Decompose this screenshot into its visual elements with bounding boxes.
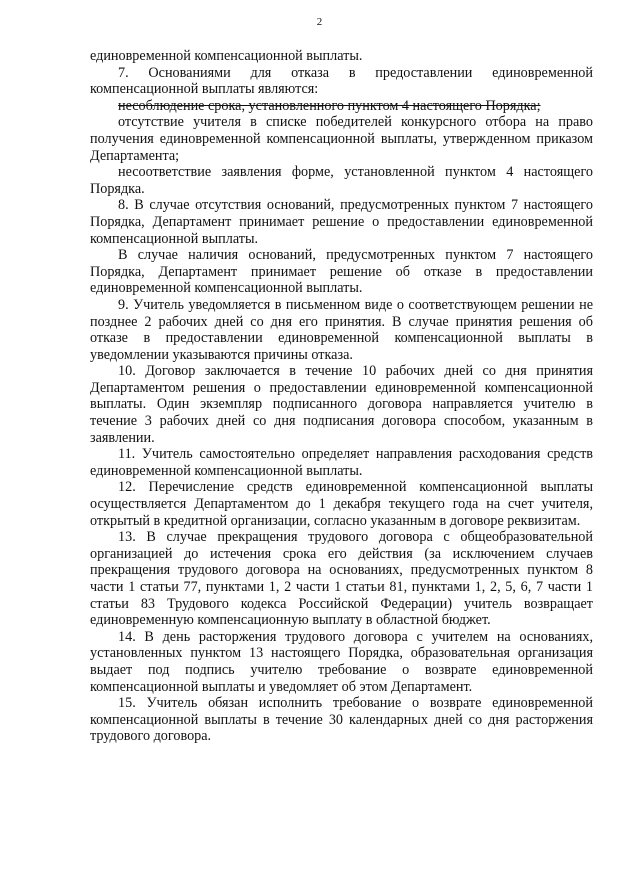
page-number: 2 <box>316 16 323 28</box>
paragraph-10: 10. Договор заключается в течение 10 рабочих дней со дня принятия Департаментом решения о предоставлении единовременной компенсационной выплаты. Один экземпляр подписанного договора направляется учителю в течение 3 рабочих дней со дня подписания договора способом, указанным в заявлении. <box>90 363 593 446</box>
paragraph-12: 12. Перечисление средств единовременной компенсационной выплаты осуществляется Департаментом до 1 декабря текущего года на счет учителя, открытый в кредитной организации, согласно указанным в договоре реквизитам. <box>90 479 593 529</box>
paragraph-11: 11. Учитель самостоятельно определяет направления расходования средств единовременной компенсационной выплаты. <box>90 446 593 479</box>
document-body <box>90 48 593 745</box>
paragraph-9: 9. Учитель уведомляется в письменном виде о соответствующем решении не позднее 2 рабочих дней со дня его принятия. В случае принятия решения об отказе в предоставлении единовременной компенсационной выплаты в уведомлении указываются причины отказа. <box>90 296 593 363</box>
paragraph-7: 7. Основаниями для отказа в предоставлении единовременной компенсационной выплаты являются: <box>90 64 593 98</box>
paragraph-14: 14. В день расторжения трудового договора с учителем на основаниях, установленных пунктом 13 настоящего Порядка, образовательная организация выдает под подпись учителю требование о возврате единовременной компенсационной выплаты и уведомляет об этом Департамент. <box>90 628 593 695</box>
paragraph-7-item-2: отсутствие учителя в списке победителей конкурсного отбора на право получения единовременной компенсационной выплаты, утвержденном приказом Департамента; <box>90 114 593 164</box>
paragraph-7-item-1-struck: несоблюдение срока, установленного пунктом 4 настоящего Порядка; <box>118 97 541 114</box>
paragraph-7-item-3: несоответствие заявления форме, установленной пунктом 4 настоящего Порядка. <box>90 164 593 197</box>
paragraph-8: 8. В случае отсутствия оснований, предусмотренных пунктом 7 настоящего Порядка, Департамент принимает решение о предоставлении единовременной компенсационной выплаты. <box>90 197 593 247</box>
paragraph-continuation: единовременной компенсационной выплаты. <box>90 48 363 64</box>
paragraph-15: 15. Учитель обязан исполнить требование о возврате единовременной компенсационной выплаты в течение 30 календарных дней со дня расторжения трудового договора. <box>90 695 593 745</box>
paragraph-13: 13. В случае прекращения трудового договора с общеобразовательной организацией до истечения срока его действия (за исключением случаев прекращения трудового договора на основаниях, предусмотренных пунктом 8 части 1 статьи 77, пунктами 1, 2 части 1 статьи 81, пунктами 1, 2, 5, 6, 7 части 1 статьи 83 Трудового кодекса Российской Федерации) учитель возвращает единовременную компенсационную выплату в областной бюджет. <box>90 529 593 629</box>
paragraph-8-part-2: В случае наличия оснований, предусмотренных пунктом 7 настоящего Порядка, Департамент принимает решение об отказе в предоставлении единовременной компенсационной выплаты. <box>90 247 593 297</box>
